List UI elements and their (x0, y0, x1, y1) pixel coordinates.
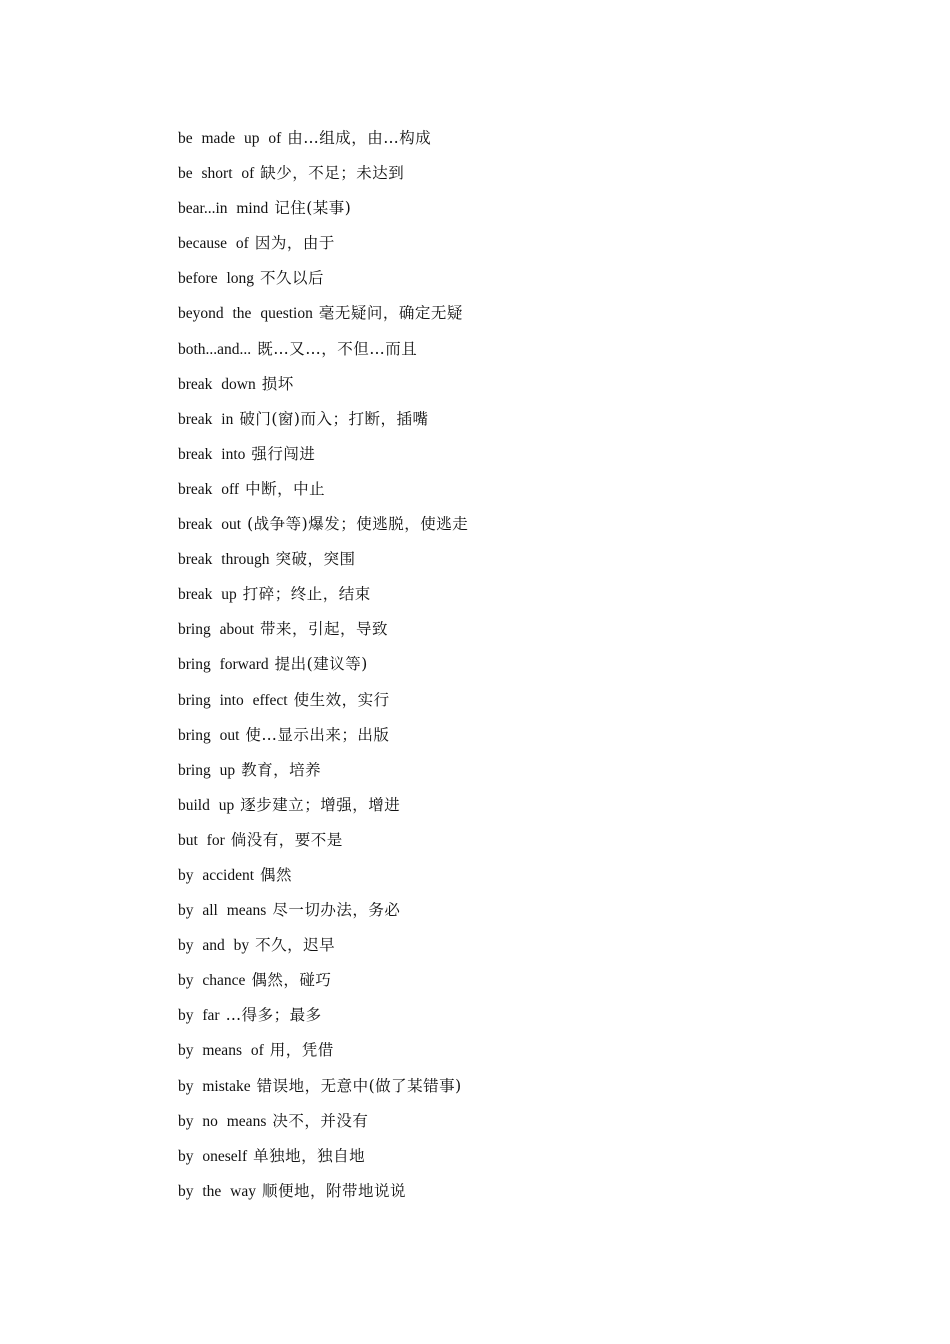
phrase-text: bring into effect (178, 691, 288, 709)
phrase-entry (178, 475, 468, 510)
phrase-entry (178, 1107, 468, 1142)
phrase-entry (178, 1072, 468, 1107)
phrase-text: break up (178, 586, 237, 604)
phrase-text: by mistake (178, 1077, 251, 1095)
phrase-entry (178, 229, 468, 264)
phrase-entry (178, 510, 468, 545)
phrase-entry (178, 1142, 468, 1177)
phrase-text: break through (178, 551, 270, 569)
phrase-entry (178, 756, 468, 791)
phrase-meaning: (战争等)爆发；使逃脱，使逃走 (247, 515, 469, 534)
phrase-text: break down (178, 375, 256, 393)
phrase-text: by and by (178, 937, 250, 955)
phrase-text: beyond the question (178, 305, 313, 323)
phrase-text: bear...in mind (178, 200, 269, 218)
phrase-entry (178, 405, 468, 440)
phrase-text: but for (178, 831, 225, 849)
phrase-text: by far (178, 1007, 220, 1025)
phrase-meaning: 错误地，无意中(做了某错事) (256, 1076, 462, 1095)
phrase-text: build up (178, 796, 235, 814)
phrase-text: break into (178, 445, 246, 463)
phrase-meaning: 既…又…，不但…而且 (257, 339, 418, 358)
phrase-text: by chance (178, 972, 246, 990)
phrase-meaning: 因为，由于 (254, 234, 335, 253)
phrase-entry (178, 1001, 468, 1036)
phrase-meaning: 使…显示出来；出版 (245, 725, 390, 744)
phrase-entry (178, 159, 468, 194)
phrase-text: by the way (178, 1182, 257, 1200)
phrase-entry (178, 1177, 468, 1212)
phrase-text: break off (178, 480, 240, 498)
phrase-entry (178, 335, 468, 370)
phrase-entry (178, 896, 468, 931)
phrase-meaning: 教育，培养 (241, 760, 322, 779)
phrase-meaning: 用，凭借 (269, 1041, 334, 1060)
phrase-entry (178, 615, 468, 650)
phrase-meaning: 单独地，独自地 (253, 1146, 366, 1165)
phrase-meaning: 破门(窗)而入；打断，插嘴 (239, 409, 429, 428)
phrase-text: by means of (178, 1042, 264, 1060)
phrase-entry (178, 686, 468, 721)
phrase-text: be short of (178, 165, 255, 183)
phrase-text: both...and... (178, 340, 252, 358)
phrase-text: break out (178, 516, 242, 534)
phrase-meaning: 决不，并没有 (272, 1111, 369, 1130)
phrase-meaning: 突破，突围 (275, 550, 356, 569)
phrase-meaning: 倘没有，要不是 (230, 830, 343, 849)
phrase-meaning: 打碎；终止，结束 (242, 585, 371, 604)
phrase-meaning: 逐步建立；增强，增进 (240, 795, 401, 814)
phrase-entry (178, 791, 468, 826)
phrase-meaning: 记住(某事) (274, 199, 352, 218)
phrase-meaning: 提出(建议等) (274, 655, 368, 674)
phrase-entry (178, 966, 468, 1001)
phrase-entry (178, 545, 468, 580)
phrase-meaning: 强行闯进 (251, 444, 316, 463)
phrase-meaning: 毫无疑问，确定无疑 (318, 304, 463, 323)
phrase-text: by oneself (178, 1147, 248, 1165)
phrase-text: bring up (178, 761, 236, 779)
phrase-entry (178, 264, 468, 299)
phrase-text: because of (178, 235, 249, 253)
phrase-entry (178, 299, 468, 334)
phrase-entry (178, 580, 468, 615)
phrase-text: bring about (178, 621, 255, 639)
phrase-meaning: 尽一切办法，务必 (272, 901, 401, 920)
phrase-entry (178, 1036, 468, 1071)
phrase-entry (178, 721, 468, 756)
phrase-entry (178, 931, 468, 966)
phrase-entry (178, 124, 468, 159)
phrase-list (178, 124, 468, 1212)
phrase-entry (178, 370, 468, 405)
phrase-text: break in (178, 410, 234, 428)
phrase-text: before long (178, 270, 255, 288)
phrase-meaning: 不久以后 (260, 269, 325, 288)
phrase-meaning: 偶然 (260, 865, 293, 884)
phrase-meaning: 使生效，实行 (293, 690, 390, 709)
phrase-text: bring out (178, 726, 240, 744)
phrase-meaning: 由…组成，由…构成 (287, 129, 432, 147)
phrase-meaning: …得多；最多 (225, 1006, 322, 1025)
phrase-text: be made up of (178, 130, 282, 147)
phrase-entry (178, 861, 468, 896)
phrase-meaning: 顺便地，附带地说说 (262, 1181, 407, 1200)
phrase-meaning: 带来，引起，导致 (260, 620, 389, 639)
phrase-meaning: 偶然，碰巧 (251, 971, 332, 990)
phrase-meaning: 不久，迟早 (255, 936, 336, 955)
phrase-entry (178, 650, 468, 685)
phrase-entry (178, 826, 468, 861)
phrase-entry (178, 194, 468, 229)
phrase-text: bring forward (178, 656, 269, 674)
phrase-meaning: 中断，中止 (245, 479, 326, 498)
phrase-meaning: 损坏 (261, 374, 294, 393)
phrase-text: by no means (178, 1112, 267, 1130)
phrase-text: by all means (178, 902, 267, 920)
phrase-entry (178, 440, 468, 475)
phrase-meaning: 缺少，不足；未达到 (260, 164, 405, 183)
phrase-text: by accident (178, 866, 255, 884)
